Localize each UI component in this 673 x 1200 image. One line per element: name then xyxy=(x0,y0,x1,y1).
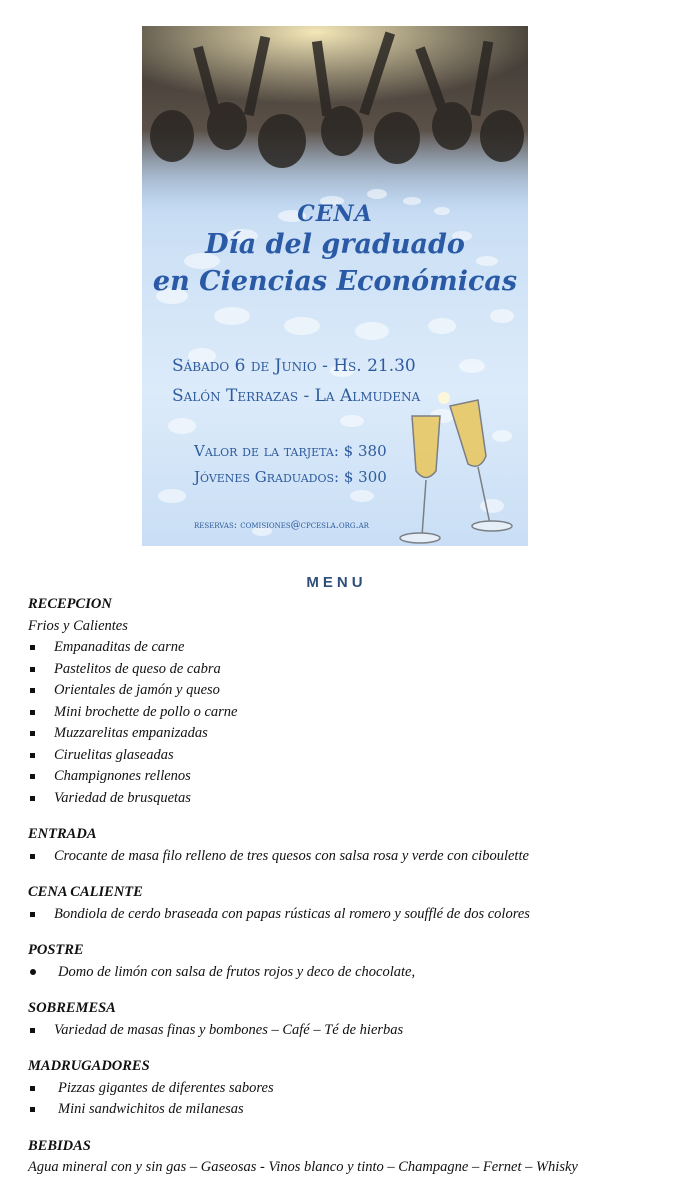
square-bullet-icon xyxy=(30,1028,35,1033)
list-item: Pastelitos de queso de cabra xyxy=(28,659,668,681)
section-bebidas xyxy=(28,1136,668,1179)
square-bullet-icon xyxy=(30,1086,35,1091)
square-bullet-icon xyxy=(30,796,35,801)
square-bullet-icon xyxy=(30,753,35,758)
list-item: Mini brochette de pollo o carne xyxy=(28,702,668,724)
poster-title-ciencias: en Ciencias Económicas xyxy=(152,266,518,297)
section-title: BEBIDAS xyxy=(28,1137,91,1154)
poster-title-cena: CENA xyxy=(297,201,373,227)
section-title: POSTRE xyxy=(28,942,84,958)
list-item: Ciruelitas glaseadas xyxy=(28,745,668,767)
section-postre xyxy=(28,940,668,983)
menu-list xyxy=(28,594,668,1194)
square-bullet-icon xyxy=(30,731,35,736)
section-title: CENA CALIENTE xyxy=(28,884,143,900)
section-cena-caliente xyxy=(28,882,668,925)
square-bullet-icon xyxy=(30,710,35,715)
poster-date-time: Sábado 6 de Junio - Hs. 21.30 xyxy=(172,356,416,376)
section-title: ENTRADA xyxy=(28,826,97,842)
list-item: Variedad de masas finas y bombones – Café – Té de hierbas xyxy=(28,1020,668,1042)
square-bullet-icon xyxy=(30,774,35,779)
section-subtitle: Frios y Calientes xyxy=(28,617,128,634)
list-item: Mini sandwichitos de milanesas xyxy=(28,1099,668,1121)
poster-young-graduates-price: Jóvenes Graduados: $ 300 xyxy=(194,468,387,486)
poster-ticket-price: Valor de la tarjeta: $ 380 xyxy=(194,442,387,460)
square-bullet-icon xyxy=(30,688,35,693)
list-item: Champignones rellenos xyxy=(28,766,668,788)
list-item: Variedad de brusquetas xyxy=(28,788,668,810)
section-madrugadores xyxy=(28,1056,668,1121)
list-item: Pizzas gigantes de diferentes sabores xyxy=(28,1078,668,1100)
square-bullet-icon xyxy=(30,1107,35,1112)
bebidas-text: Agua mineral con y sin gas – Gaseosas - Vinos blanco y tinto – Champagne – Fernet – Whisky xyxy=(28,1159,578,1175)
section-entrada xyxy=(28,824,668,867)
section-title: SOBREMESA xyxy=(28,1000,116,1016)
square-bullet-icon xyxy=(30,912,35,917)
square-bullet-icon xyxy=(30,645,35,650)
list-item: Domo de limón con salsa de frutos rojos y deco de chocolate, xyxy=(28,962,668,984)
round-bullet-icon xyxy=(30,969,36,975)
list-item: Muzzarelitas empanizadas xyxy=(28,723,668,745)
section-sobremesa xyxy=(28,998,668,1041)
poster-venue: Salón Terrazas - La Almudena xyxy=(172,386,421,406)
poster-reservations: reservas: comisiones@cpcesla.org.ar xyxy=(194,520,369,531)
section-title: RECEPCION xyxy=(28,596,112,612)
square-bullet-icon xyxy=(30,667,35,672)
square-bullet-icon xyxy=(30,854,35,859)
list-item: Crocante de masa filo relleno de tres quesos con salsa rosa y verde con ciboulette xyxy=(28,846,668,868)
section-recepcion xyxy=(28,594,668,809)
event-poster xyxy=(142,26,528,546)
section-title: MADRUGADORES xyxy=(28,1058,150,1074)
list-item: Orientales de jamón y queso xyxy=(28,680,668,702)
list-item: Bondiola de cerdo braseada con papas rústicas al romero y soufflé de dos colores xyxy=(28,904,668,926)
poster-title-dia-graduado: Día del graduado xyxy=(205,229,465,260)
menu-heading: MENU xyxy=(306,574,367,591)
list-item: Empanaditas de carne xyxy=(28,637,668,659)
